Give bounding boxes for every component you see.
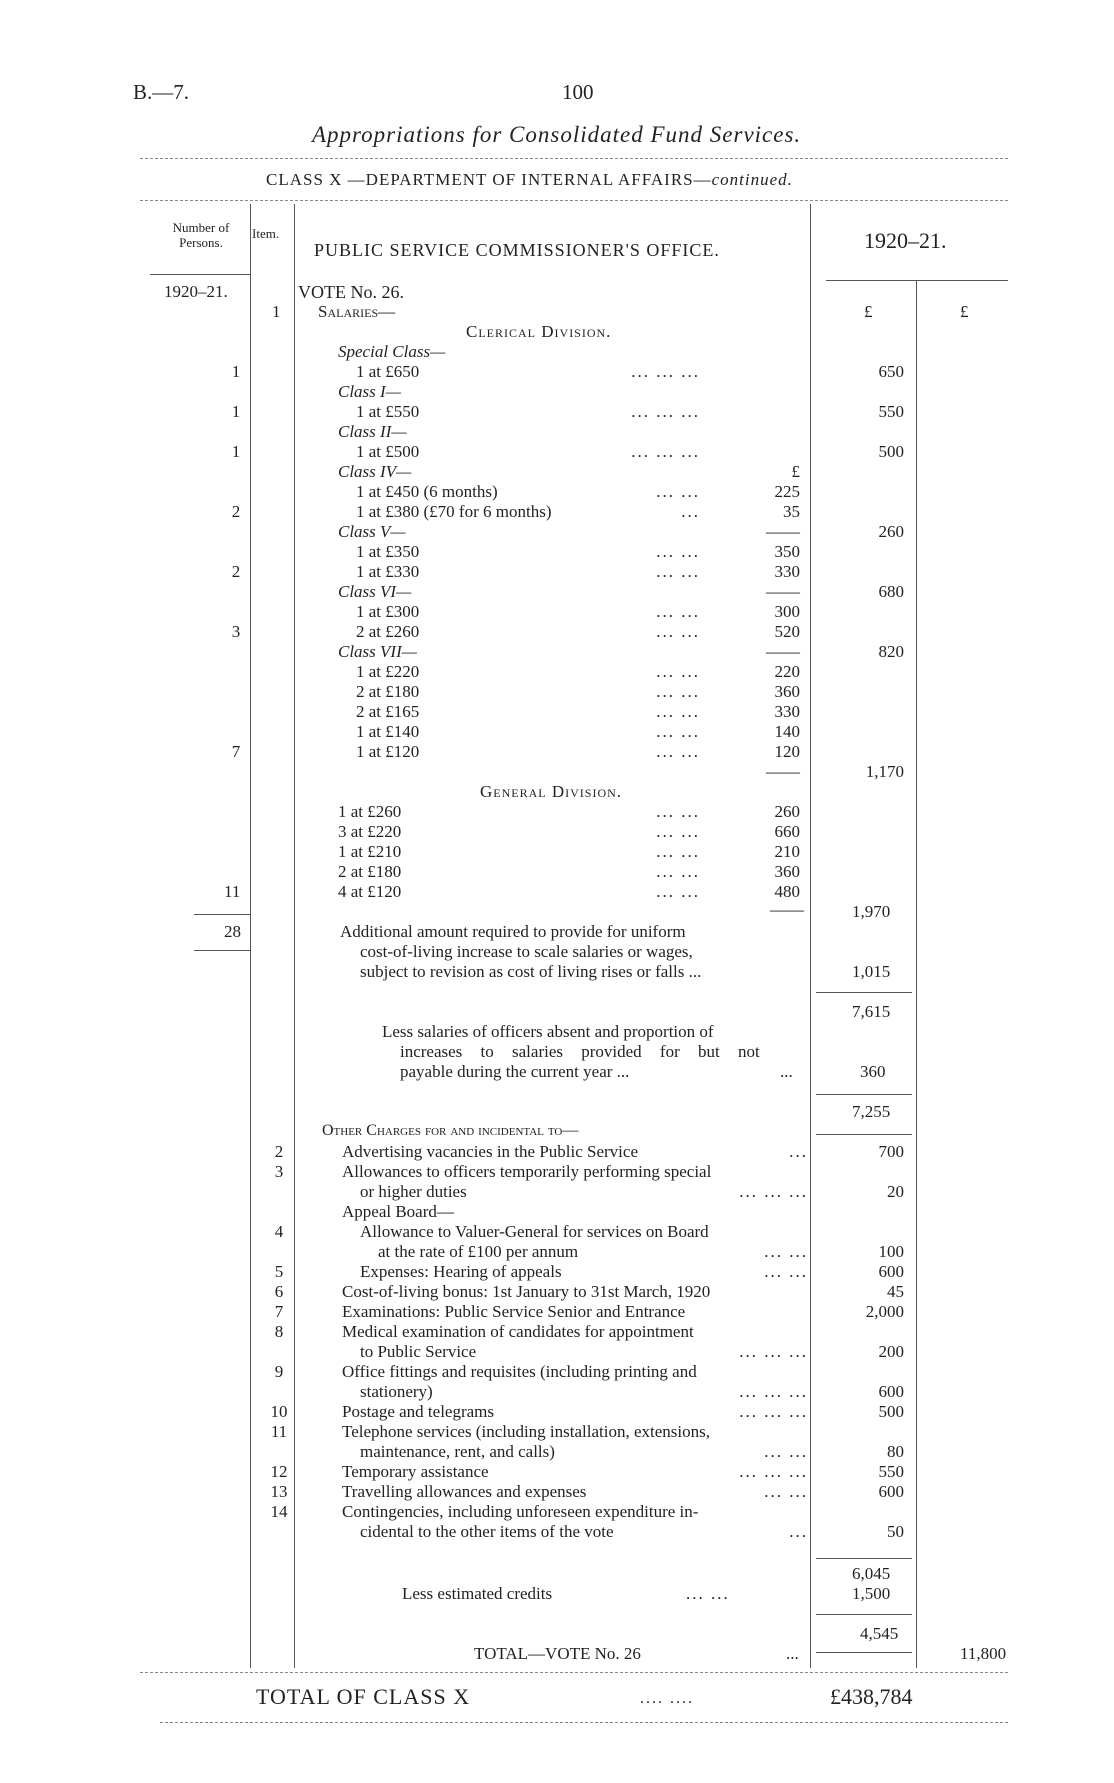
row-amount: 1,170 xyxy=(865,762,904,781)
row-label: Class VI— xyxy=(338,582,412,601)
general-heading: General Division. xyxy=(480,782,623,801)
row-persons: 7 xyxy=(231,742,241,761)
other-item-line: Advertising vacancies in the Public Service xyxy=(342,1142,638,1161)
row-label: 1 at £450 (6 months) xyxy=(356,482,498,501)
other-item-line: Office fittings and requisites (including printing and xyxy=(342,1362,697,1381)
row-persons: 1 xyxy=(231,442,241,461)
row-label: 1 at £140 xyxy=(356,722,420,741)
row-label: Class II— xyxy=(338,422,407,441)
other-item-amount: 600 xyxy=(878,1262,904,1281)
other-item-dots: ... xyxy=(789,1142,808,1161)
general-persons: 11 xyxy=(224,882,241,901)
row-persons: 2 xyxy=(231,562,241,581)
credits-rule xyxy=(816,1614,912,1615)
other-item-line: Examinations: Public Service Senior and Entrance xyxy=(342,1302,686,1321)
row-amount: 820 xyxy=(878,642,904,661)
page-ref: B.—7. xyxy=(133,80,190,104)
col-year-header: 1920–21. xyxy=(864,228,947,253)
row-dots: ... ... xyxy=(656,542,700,561)
other-item-no: 9 xyxy=(274,1362,284,1381)
row-dots: ... ... xyxy=(656,482,700,501)
row-label: 1 at £380 (£70 for 6 months) xyxy=(356,502,552,521)
other-item-dots: ... xyxy=(789,1522,808,1541)
other-item-amount: 2,000 xyxy=(865,1302,904,1321)
class-total-rule-top xyxy=(140,1672,1008,1673)
col-office-header: PUBLIC SERVICE COMMISSIONER'S OFFICE. xyxy=(314,240,720,260)
page-number: 100 xyxy=(562,80,594,104)
clerical-row xyxy=(0,722,1114,742)
clerical-row xyxy=(0,762,1114,782)
general-row xyxy=(0,822,1114,842)
other-item-amount: 600 xyxy=(878,1382,904,1401)
other-item-dots: ... ... xyxy=(764,1242,808,1261)
other-item-amount: 45 xyxy=(887,1282,904,1301)
credits-amount: 1,500 xyxy=(852,1584,891,1603)
class-heading-continued: continued. xyxy=(711,170,793,189)
credits-label: Less estimated credits xyxy=(402,1584,553,1603)
other-item-no: 5 xyxy=(274,1262,284,1281)
general-row-amount: 480 xyxy=(774,882,800,901)
general-row xyxy=(0,802,1114,822)
row-persons: 1 xyxy=(231,362,241,381)
general-row-label: 3 at £220 xyxy=(338,822,402,841)
other-item-no: 7 xyxy=(274,1302,284,1321)
general-row-dots: ... ... xyxy=(656,822,700,841)
row-amount: 500 xyxy=(878,442,904,461)
row-sub-amount: —— xyxy=(766,582,800,601)
other-item-no: 2 xyxy=(274,1142,284,1161)
row-sub-amount: —— xyxy=(766,642,800,661)
additional-line-3: subject to revision as cost of living rises or falls ... xyxy=(360,962,702,981)
other-item-dots: ... ... ... xyxy=(739,1382,808,1401)
persons-total-rule xyxy=(194,914,250,915)
row-amount: 650 xyxy=(878,362,904,381)
other-item-dots: ... ... ... xyxy=(739,1402,808,1421)
other-item-amount: 200 xyxy=(878,1342,904,1361)
other-item-no: 4 xyxy=(274,1222,284,1241)
other-item-line: at the rate of £100 per annum xyxy=(378,1242,579,1261)
general-row-dots: ... ... xyxy=(656,842,700,861)
other-item-line: stationery) xyxy=(360,1382,433,1401)
other-item-line: to Public Service xyxy=(360,1342,477,1361)
gross-rule xyxy=(816,1558,912,1559)
additional-line-2: cost-of-living increase to scale salaries or wages, xyxy=(360,942,693,961)
clerical-row xyxy=(0,682,1114,702)
col-item-header: Item. xyxy=(252,226,280,241)
clerical-row xyxy=(0,442,1114,462)
other-item-dots: ... ... ... xyxy=(739,1182,808,1201)
other-item-line: Telephone services (including installation, extensions, xyxy=(342,1422,710,1441)
row-label: 1 at £550 xyxy=(356,402,420,421)
persons-total: 28 xyxy=(224,922,241,941)
other-item-dots: ... ... ... xyxy=(739,1462,808,1481)
general-row-label: 2 at £180 xyxy=(338,862,402,881)
row-label: 1 at £650 xyxy=(356,362,420,381)
row-amount: 680 xyxy=(878,582,904,601)
other-item-no: 13 xyxy=(270,1482,288,1501)
clerical-row xyxy=(0,542,1114,562)
other-item-amount: 80 xyxy=(887,1442,904,1461)
other-item-line: Travelling allowances and expenses xyxy=(342,1482,587,1501)
general-row xyxy=(0,842,1114,862)
other-item-no: 12 xyxy=(270,1462,288,1481)
row-label: Special Class— xyxy=(338,342,446,361)
row-sub-amount: 140 xyxy=(774,722,800,741)
row-sub-amount: 330 xyxy=(774,562,800,581)
row-persons: 2 xyxy=(231,502,241,521)
general-row-amount: 260 xyxy=(774,802,800,821)
clerical-row xyxy=(0,662,1114,682)
clerical-heading: Clerical Division. xyxy=(466,322,612,341)
other-item-dots: ... ... ... xyxy=(739,1342,808,1361)
other-item-line: Expenses: Hearing of appeals xyxy=(360,1262,562,1281)
general-row-amount: 210 xyxy=(774,842,800,861)
persons-total-rule-bottom xyxy=(194,950,250,951)
additional-line-1: Additional amount required to provide for uniform xyxy=(340,922,686,941)
other-item-no: 10 xyxy=(270,1402,288,1421)
row-dots: ... ... ... xyxy=(631,362,700,381)
vote-total-amount: 11,800 xyxy=(960,1644,1007,1663)
row-dots: ... ... ... xyxy=(631,402,700,421)
clerical-row xyxy=(0,462,1114,482)
less-absent-line-2: increases to salaries provided for but not xyxy=(400,1042,760,1061)
vote-total-label: TOTAL—VOTE No. 26 xyxy=(474,1644,641,1663)
general-dash: —— xyxy=(770,900,804,919)
vote-total-dots: ... xyxy=(786,1644,799,1663)
row-label: 2 at £180 xyxy=(356,682,420,701)
row-sub-amount: 330 xyxy=(774,702,800,721)
clerical-row xyxy=(0,482,1114,502)
col-persons-header: Number of Persons. xyxy=(172,220,230,250)
other-item-dots: ... ... xyxy=(764,1482,808,1501)
other-item-amount: 600 xyxy=(878,1482,904,1501)
row-dots: ... ... xyxy=(656,622,700,641)
row-dots: ... ... ... xyxy=(631,442,700,461)
other-item-line: cidental to the other items of the vote xyxy=(360,1522,614,1541)
row-dots: ... ... xyxy=(656,682,700,701)
other-item-line: or higher duties xyxy=(360,1182,467,1201)
other-item-line: Postage and telegrams xyxy=(342,1402,495,1421)
page-title: Appropriations for Consolidated Fund Services. xyxy=(312,122,802,147)
other-item-amount: 20 xyxy=(887,1182,904,1201)
row-sub-amount: 520 xyxy=(774,622,800,641)
row-sub-amount: —— xyxy=(766,522,800,541)
less-absent-line-3: payable during the current year ... xyxy=(400,1062,630,1081)
general-row-dots: ... ... xyxy=(656,802,700,821)
clerical-row xyxy=(0,742,1114,762)
subtotal-rule-1 xyxy=(816,992,912,993)
clerical-row xyxy=(0,362,1114,382)
row-label: 1 at £350 xyxy=(356,542,420,561)
additional-amount: 1,015 xyxy=(852,962,891,981)
row-dots: ... xyxy=(681,502,700,521)
vote-label: VOTE No. 26. xyxy=(298,282,404,302)
class-total-label: TOTAL OF CLASS X xyxy=(256,1684,471,1709)
other-item-amount: 700 xyxy=(878,1142,904,1161)
net-other: 4,545 xyxy=(860,1624,899,1643)
general-row-dots: ... ... xyxy=(656,862,700,881)
class-total-amount: £438,784 xyxy=(830,1684,913,1709)
row-label: 1 at £220 xyxy=(356,662,420,681)
clerical-row xyxy=(0,522,1114,542)
subtotal-amount: 7,615 xyxy=(852,1002,891,1021)
class-heading-text: CLASS X —DEPARTMENT OF INTERNAL AFFAIRS— xyxy=(266,170,712,189)
row-amount: 260 xyxy=(878,522,904,541)
clerical-row xyxy=(0,562,1114,582)
pound-sign-amount: £ xyxy=(864,302,873,321)
row-sub-amount: —— xyxy=(766,762,800,781)
general-row-label: 1 at £210 xyxy=(338,842,402,861)
less-absent-line-1: Less salaries of officers absent and proportion of xyxy=(382,1022,714,1041)
persons-header-rule xyxy=(150,274,250,275)
credits-dots: ... ... xyxy=(686,1584,730,1603)
other-item-no: 14 xyxy=(270,1502,288,1521)
net-rule-bottom xyxy=(816,1134,912,1135)
other-item-line: Allowances to officers temporarily performing special xyxy=(342,1162,712,1181)
persons-year: 1920–21. xyxy=(164,282,228,301)
clerical-row xyxy=(0,382,1114,402)
general-row xyxy=(0,882,1114,902)
clerical-row xyxy=(0,622,1114,642)
row-label: 2 at £165 xyxy=(356,702,420,721)
row-dots: ... ... xyxy=(656,702,700,721)
other-item-line: Appeal Board— xyxy=(342,1202,454,1221)
clerical-row xyxy=(0,342,1114,362)
general-total: 1,970 xyxy=(852,902,891,921)
general-row-amount: 660 xyxy=(774,822,800,841)
other-item-dots: ... ... xyxy=(764,1442,808,1461)
other-item-no: 3 xyxy=(274,1162,284,1181)
row-label: Class V— xyxy=(338,522,406,541)
row-label: Class I— xyxy=(338,382,401,401)
row-sub-amount: 220 xyxy=(774,662,800,681)
row-sub-amount: 360 xyxy=(774,682,800,701)
row-dots: ... ... xyxy=(656,662,700,681)
row-label: 1 at £120 xyxy=(356,742,420,761)
year-header-rule xyxy=(826,280,1008,281)
other-item-no: 8 xyxy=(274,1322,284,1341)
general-row-label: 1 at £260 xyxy=(338,802,402,821)
row-label: 1 at £300 xyxy=(356,602,420,621)
row-label: 1 at £500 xyxy=(356,442,420,461)
vote-total-rule xyxy=(816,1652,912,1653)
net-salaries: 7,255 xyxy=(852,1102,891,1121)
row-sub-amount: 120 xyxy=(774,742,800,761)
row-sub-amount: 35 xyxy=(783,502,800,521)
row-dots: ... ... xyxy=(656,602,700,621)
general-row xyxy=(0,862,1114,882)
other-item-amount: 500 xyxy=(878,1402,904,1421)
salaries-heading: Salaries— xyxy=(318,302,396,321)
class-rule xyxy=(140,200,1008,201)
clerical-row xyxy=(0,422,1114,442)
general-row-dots: ... ... xyxy=(656,882,700,901)
less-absent-amount: 360 xyxy=(860,1062,886,1081)
row-dots: ... ... xyxy=(656,722,700,741)
row-label: 1 at £330 xyxy=(356,562,420,581)
general-row-label: 4 at £120 xyxy=(338,882,402,901)
other-item-amount: 100 xyxy=(878,1242,904,1261)
pound-sign-total: £ xyxy=(960,302,969,321)
other-item-dots: ... ... xyxy=(764,1262,808,1281)
class-total-dots: .... .... xyxy=(640,1690,694,1707)
other-item-line: Contingencies, including unforeseen expenditure in- xyxy=(342,1502,699,1521)
salaries-item-no: 1 xyxy=(272,302,281,321)
row-persons: 1 xyxy=(231,402,241,421)
other-charges-heading: Other Charges for and incidental to— xyxy=(322,1122,579,1139)
clerical-row xyxy=(0,642,1114,662)
clerical-row xyxy=(0,582,1114,602)
row-sub-amount: 300 xyxy=(774,602,800,621)
other-item-no: 6 xyxy=(274,1282,284,1301)
clerical-row xyxy=(0,402,1114,422)
other-item-no: 11 xyxy=(270,1422,288,1441)
row-dots: ... ... xyxy=(656,562,700,581)
net-rule xyxy=(816,1094,912,1095)
row-sub-amount: 225 xyxy=(774,482,800,501)
class-total-rule-bottom xyxy=(160,1722,1008,1723)
less-absent-dots: ... xyxy=(780,1062,793,1081)
other-item-line: Medical examination of candidates for appointment xyxy=(342,1322,694,1341)
row-label: Class IV— xyxy=(338,462,412,481)
row-amount: 550 xyxy=(878,402,904,421)
row-sub-amount: 350 xyxy=(774,542,800,561)
other-item-amount: 50 xyxy=(887,1522,904,1541)
row-label: 2 at £260 xyxy=(356,622,420,641)
clerical-row xyxy=(0,702,1114,722)
row-persons: 3 xyxy=(231,622,241,641)
other-item-line: Cost-of-living bonus: 1st January to 31st March, 1920 xyxy=(342,1282,711,1301)
clerical-row xyxy=(0,502,1114,522)
row-sub-amount: £ xyxy=(791,462,800,481)
other-item-line: maintenance, rent, and calls) xyxy=(360,1442,555,1461)
title-rule xyxy=(140,158,1008,159)
row-label: Class VII— xyxy=(338,642,417,661)
general-row-amount: 360 xyxy=(774,862,800,881)
other-item-line: Temporary assistance xyxy=(342,1462,489,1481)
row-dots: ... ... xyxy=(656,742,700,761)
other-item-line: Allowance to Valuer-General for services on Board xyxy=(360,1222,709,1241)
gross-other: 6,045 xyxy=(852,1564,891,1583)
class-heading xyxy=(266,170,793,190)
clerical-row xyxy=(0,602,1114,622)
other-item-amount: 550 xyxy=(878,1462,904,1481)
